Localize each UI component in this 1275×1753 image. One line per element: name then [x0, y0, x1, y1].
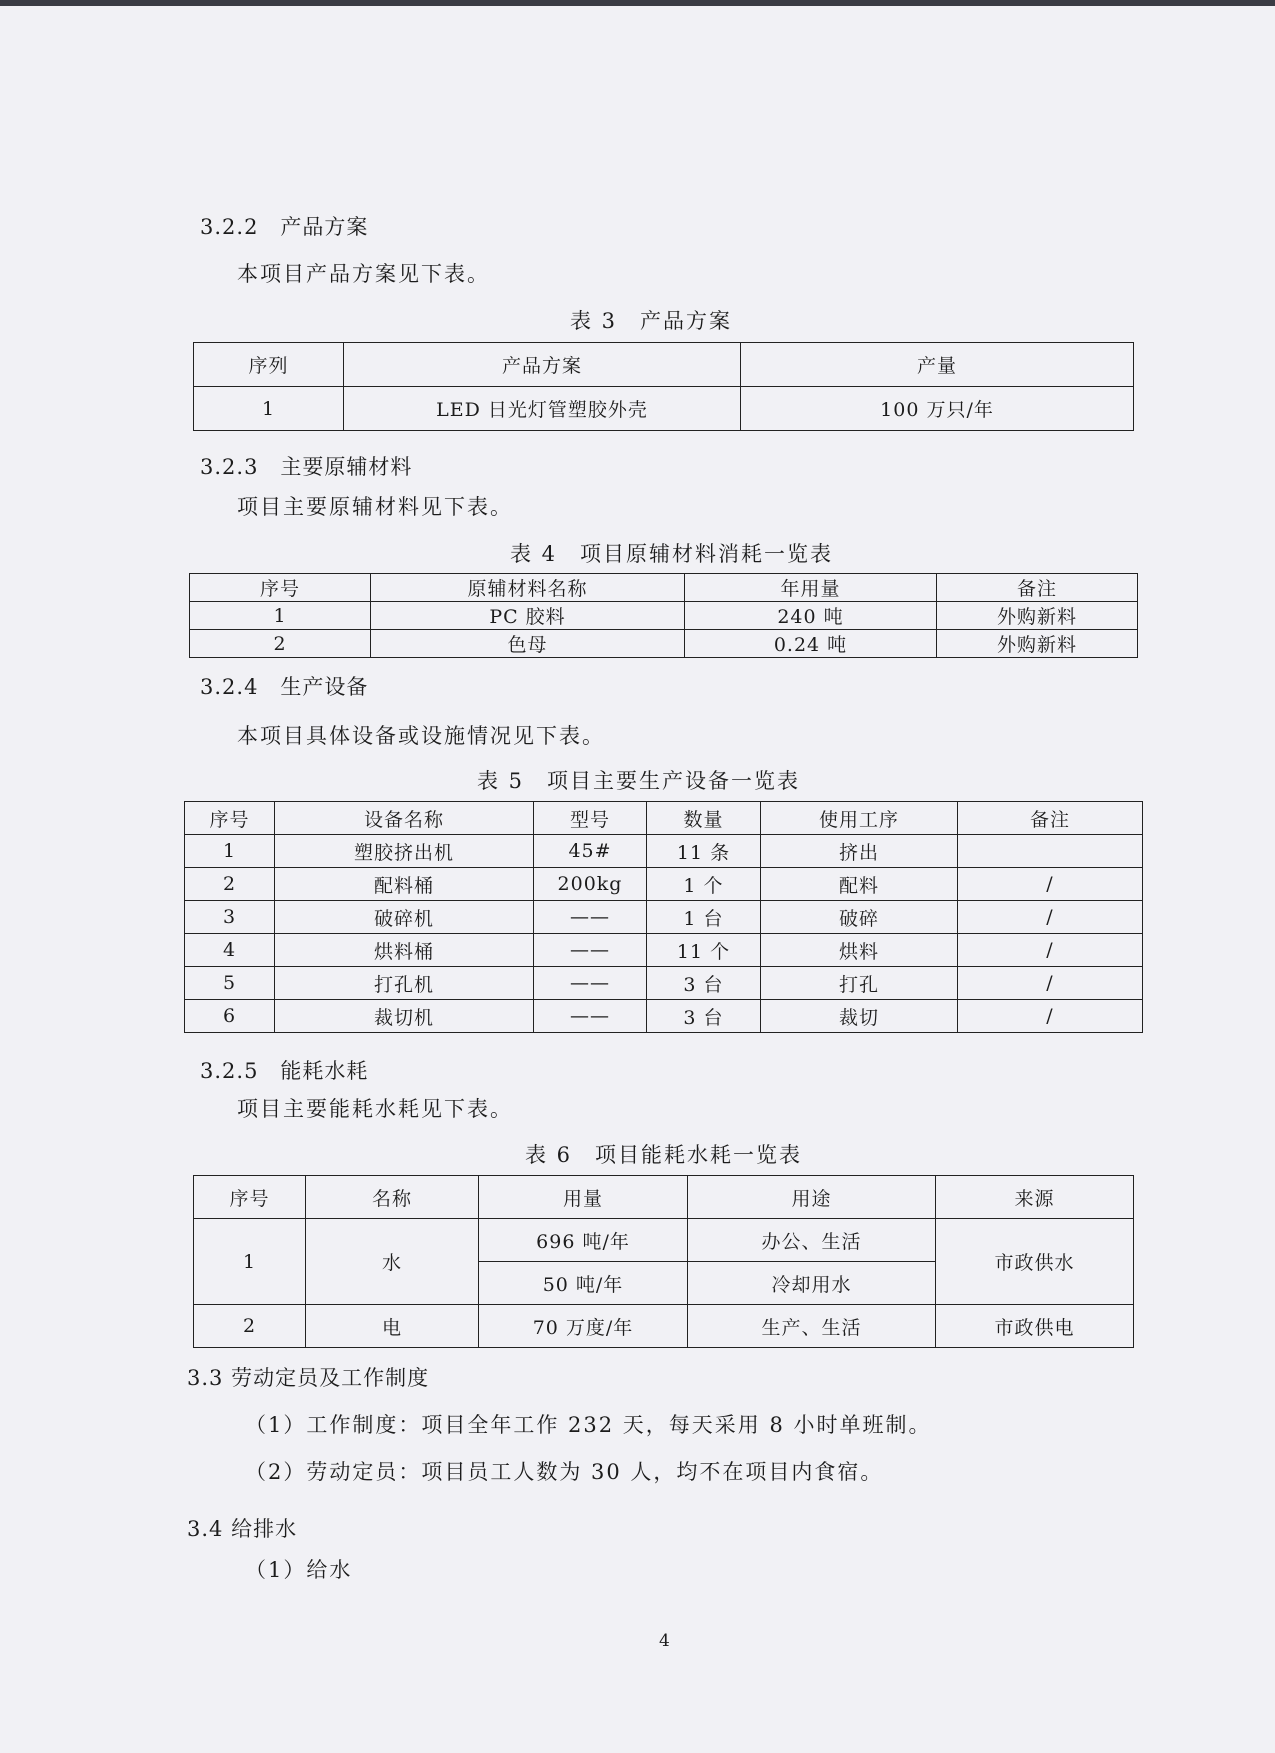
table5-cell: 打孔机 — [275, 967, 534, 1000]
table4-header-cell: 年用量 — [685, 574, 937, 602]
table5-cell: 3 台 — [647, 1000, 761, 1033]
table6-caption: 表 6 项目能耗水耗一览表 — [525, 1143, 803, 1167]
heading-3-2-4: 3.2.4 生产设备 — [200, 675, 369, 699]
table-row — [185, 934, 1143, 967]
table6-header-row — [194, 1176, 1134, 1219]
table6-cell-name: 水 — [306, 1219, 479, 1305]
table5-cell: 1 个 — [647, 868, 761, 901]
table6-header-cell: 用途 — [688, 1176, 936, 1219]
table4-cell: PC 胶料 — [371, 602, 685, 630]
table5-cell: —— — [534, 901, 647, 934]
table-row — [185, 835, 1143, 868]
table5-cell: 45# — [534, 835, 647, 868]
table6-cell-name: 电 — [306, 1305, 479, 1348]
table3-header-row — [194, 343, 1134, 387]
table4-cell: 外购新料 — [937, 630, 1138, 658]
table4-cell: 240 吨 — [685, 602, 937, 630]
table6-cell-no: 1 — [194, 1219, 306, 1305]
table-row — [185, 1000, 1143, 1033]
table5-header-cell: 设备名称 — [275, 802, 534, 835]
table5-header-cell: 序号 — [185, 802, 275, 835]
table6-cell-use: 50 吨/年 — [479, 1262, 688, 1305]
table-row — [194, 1305, 1134, 1348]
table4-cell: 色母 — [371, 630, 685, 658]
table-row — [194, 387, 1134, 431]
table5-cell: 3 — [185, 901, 275, 934]
heading-3-4: 3.4 给排水 — [187, 1517, 298, 1541]
table-row — [185, 967, 1143, 1000]
table-row — [185, 901, 1143, 934]
table6-cell-purpose: 冷却用水 — [688, 1262, 936, 1305]
scan-top-edge — [0, 0, 1275, 6]
table5-cell: 5 — [185, 967, 275, 1000]
table5-cell: —— — [534, 967, 647, 1000]
table5-cell: 3 台 — [647, 967, 761, 1000]
table5-cell: 4 — [185, 934, 275, 967]
table5-cell: / — [958, 934, 1143, 967]
table5-cell: 破碎机 — [275, 901, 534, 934]
table6-cell-no: 2 — [194, 1305, 306, 1348]
table3-product-plan — [193, 342, 1134, 431]
table5-cell: 11 个 — [647, 934, 761, 967]
table6-header-cell: 序号 — [194, 1176, 306, 1219]
table5-cell: 6 — [185, 1000, 275, 1033]
table5-header-cell: 备注 — [958, 802, 1143, 835]
heading-3-3: 3.3 劳动定员及工作制度 — [187, 1366, 430, 1390]
table-row — [190, 630, 1138, 658]
table5-cell: / — [958, 967, 1143, 1000]
table5-cell: 烘料 — [761, 934, 958, 967]
table-row — [185, 868, 1143, 901]
table4-header-cell: 序号 — [190, 574, 371, 602]
table5-cell: / — [958, 901, 1143, 934]
table4-header-cell: 备注 — [937, 574, 1138, 602]
paragraph-product-intro: 本项目产品方案见下表。 — [237, 262, 490, 286]
table6-header-cell: 名称 — [306, 1176, 479, 1219]
table5-header-row — [185, 802, 1143, 835]
heading-3-2-5: 3.2.5 能耗水耗 — [200, 1059, 369, 1083]
table6-header-cell: 用量 — [479, 1176, 688, 1219]
paragraph-water-supply: （1）给水 — [245, 1558, 353, 1582]
table-row — [190, 602, 1138, 630]
table6-cell-source: 市政供水 — [936, 1219, 1134, 1305]
paragraph-staffing: （2）劳动定员：项目员工人数为 30 人，均不在项目内食宿。 — [245, 1460, 884, 1484]
table5-cell: —— — [534, 934, 647, 967]
table5-cell: 200kg — [534, 868, 647, 901]
table4-header-row — [190, 574, 1138, 602]
table5-header-cell: 数量 — [647, 802, 761, 835]
table5-cell: / — [958, 1000, 1143, 1033]
table5-cell: 11 条 — [647, 835, 761, 868]
table3-cell: LED 日光灯管塑胶外壳 — [344, 387, 741, 431]
table4-caption: 表 4 项目原辅材料消耗一览表 — [510, 542, 834, 566]
table5-cell: 裁切机 — [275, 1000, 534, 1033]
table5-cell: 挤出 — [761, 835, 958, 868]
table4-cell: 外购新料 — [937, 602, 1138, 630]
paragraph-energy-intro: 项目主要能耗水耗见下表。 — [237, 1097, 513, 1121]
table5-equipment — [184, 801, 1143, 1033]
table5-cell: 破碎 — [761, 901, 958, 934]
table4-cell: 2 — [190, 630, 371, 658]
paragraph-work-schedule: （1）工作制度：项目全年工作 232 天，每天采用 8 小时单班制。 — [245, 1413, 932, 1437]
table5-cell: 塑胶挤出机 — [275, 835, 534, 868]
paragraph-materials-intro: 项目主要原辅材料见下表。 — [237, 495, 513, 519]
table6-cell-source: 市政供电 — [936, 1305, 1134, 1348]
table3-caption: 表 3 产品方案 — [570, 309, 733, 333]
table4-cell: 0.24 吨 — [685, 630, 937, 658]
table5-cell: 烘料桶 — [275, 934, 534, 967]
table6-cell-use: 70 万度/年 — [479, 1305, 688, 1348]
page-number: 4 — [659, 1631, 670, 1651]
table5-cell: 1 台 — [647, 901, 761, 934]
table-row — [194, 1219, 1134, 1262]
table5-cell: 打孔 — [761, 967, 958, 1000]
table5-header-cell: 使用工序 — [761, 802, 958, 835]
table5-caption: 表 5 项目主要生产设备一览表 — [477, 769, 801, 793]
table6-cell-purpose: 生产、生活 — [688, 1305, 936, 1348]
table6-header-cell: 来源 — [936, 1176, 1134, 1219]
table6-cell-purpose: 办公、生活 — [688, 1219, 936, 1262]
table4-materials — [189, 573, 1138, 658]
table5-cell — [958, 835, 1143, 868]
table5-cell: 配料桶 — [275, 868, 534, 901]
table5-cell: 配料 — [761, 868, 958, 901]
table3-header-cell: 序列 — [194, 343, 344, 387]
table6-cell-use: 696 吨/年 — [479, 1219, 688, 1262]
heading-3-2-3: 3.2.3 主要原辅材料 — [200, 455, 413, 479]
table5-cell: / — [958, 868, 1143, 901]
table4-header-cell: 原辅材料名称 — [371, 574, 685, 602]
table5-cell: —— — [534, 1000, 647, 1033]
table4-cell: 1 — [190, 602, 371, 630]
heading-3-2-2: 3.2.2 产品方案 — [200, 215, 369, 239]
paragraph-equipment-intro: 本项目具体设备或设施情况见下表。 — [237, 724, 605, 748]
table5-header-cell: 型号 — [534, 802, 647, 835]
table6-energy — [193, 1175, 1134, 1348]
table5-cell: 裁切 — [761, 1000, 958, 1033]
table5-cell: 2 — [185, 868, 275, 901]
table5-cell: 1 — [185, 835, 275, 868]
table3-cell: 100 万只/年 — [741, 387, 1134, 431]
table3-cell: 1 — [194, 387, 344, 431]
table3-header-cell: 产量 — [741, 343, 1134, 387]
table3-header-cell: 产品方案 — [344, 343, 741, 387]
